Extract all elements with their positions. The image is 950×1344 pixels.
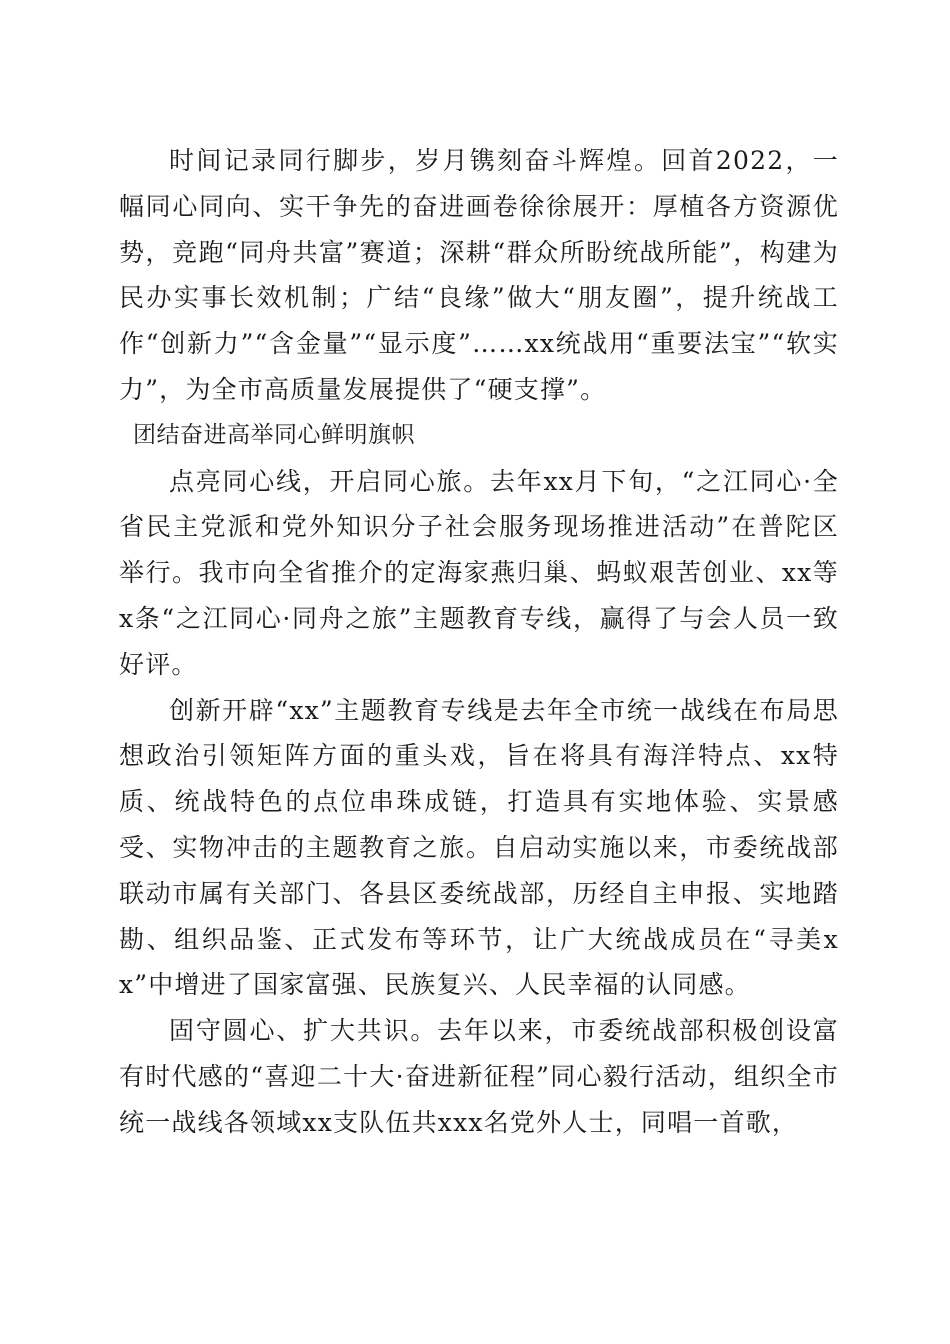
body-paragraph-1: 点亮同心线，开启同心旅。去年xx月下旬，“之江同心·全省民主党派和党外知识分子社会服务现场推进活动”在普陀区举行。我市向全省推介的定海家燕归巢、蚂蚁艰苦创业、xx等x条“之江同心·同舟之旅”主题教育专线，赢得了与会人员一致好评。 <box>119 466 839 679</box>
intro-paragraph: 时间记录同行脚步，岁月镌刻奋斗辉煌。回首2022，一幅同心同向、实干争先的奋进画卷徐徐展开：厚植各方资源优势，竞跑“同舟共富”赛道；深耕“群众所盼统战所能”，构建为民办实事长效机制；广结“良缘”做大“朋友圈”，提升统战工作“创新力”“含金量”“显示度”……xx统战用“重要法宝”“软实力”，为全市高质量发展提供了“硬支撑”。 <box>119 146 839 404</box>
body-paragraph-3: 固守圆心、扩大共识。去年以来，市委统战部积极创设富有时代感的“喜迎二十大·奋进新征程”同心毅行活动，组织全市统一战线各领域xx支队伍共xxx名党外人士，同唱一首歌， <box>119 1016 839 1137</box>
document-body <box>119 138 839 1146</box>
section-heading: 团结奋进高举同心鲜明旗帜 <box>133 421 415 448</box>
body-paragraph-2: 创新开辟“xx”主题教育专线是去年全市统一战线在布局思想政治引领矩阵方面的重头戏，旨在将具有海洋特点、xx特质、统战特色的点位串珠成链，打造具有实地体验、实景感受、实物冲击的主题教育之旅。自启动实施以来，市委统战部联动市属有关部门、各县区委统战部，历经自主申报、实地踏勘、组织品鉴、正式发布等环节，让广大统战成员在“寻美xx”中增进了国家富强、民族复兴、人民幸福的认同感。 <box>119 695 839 1000</box>
